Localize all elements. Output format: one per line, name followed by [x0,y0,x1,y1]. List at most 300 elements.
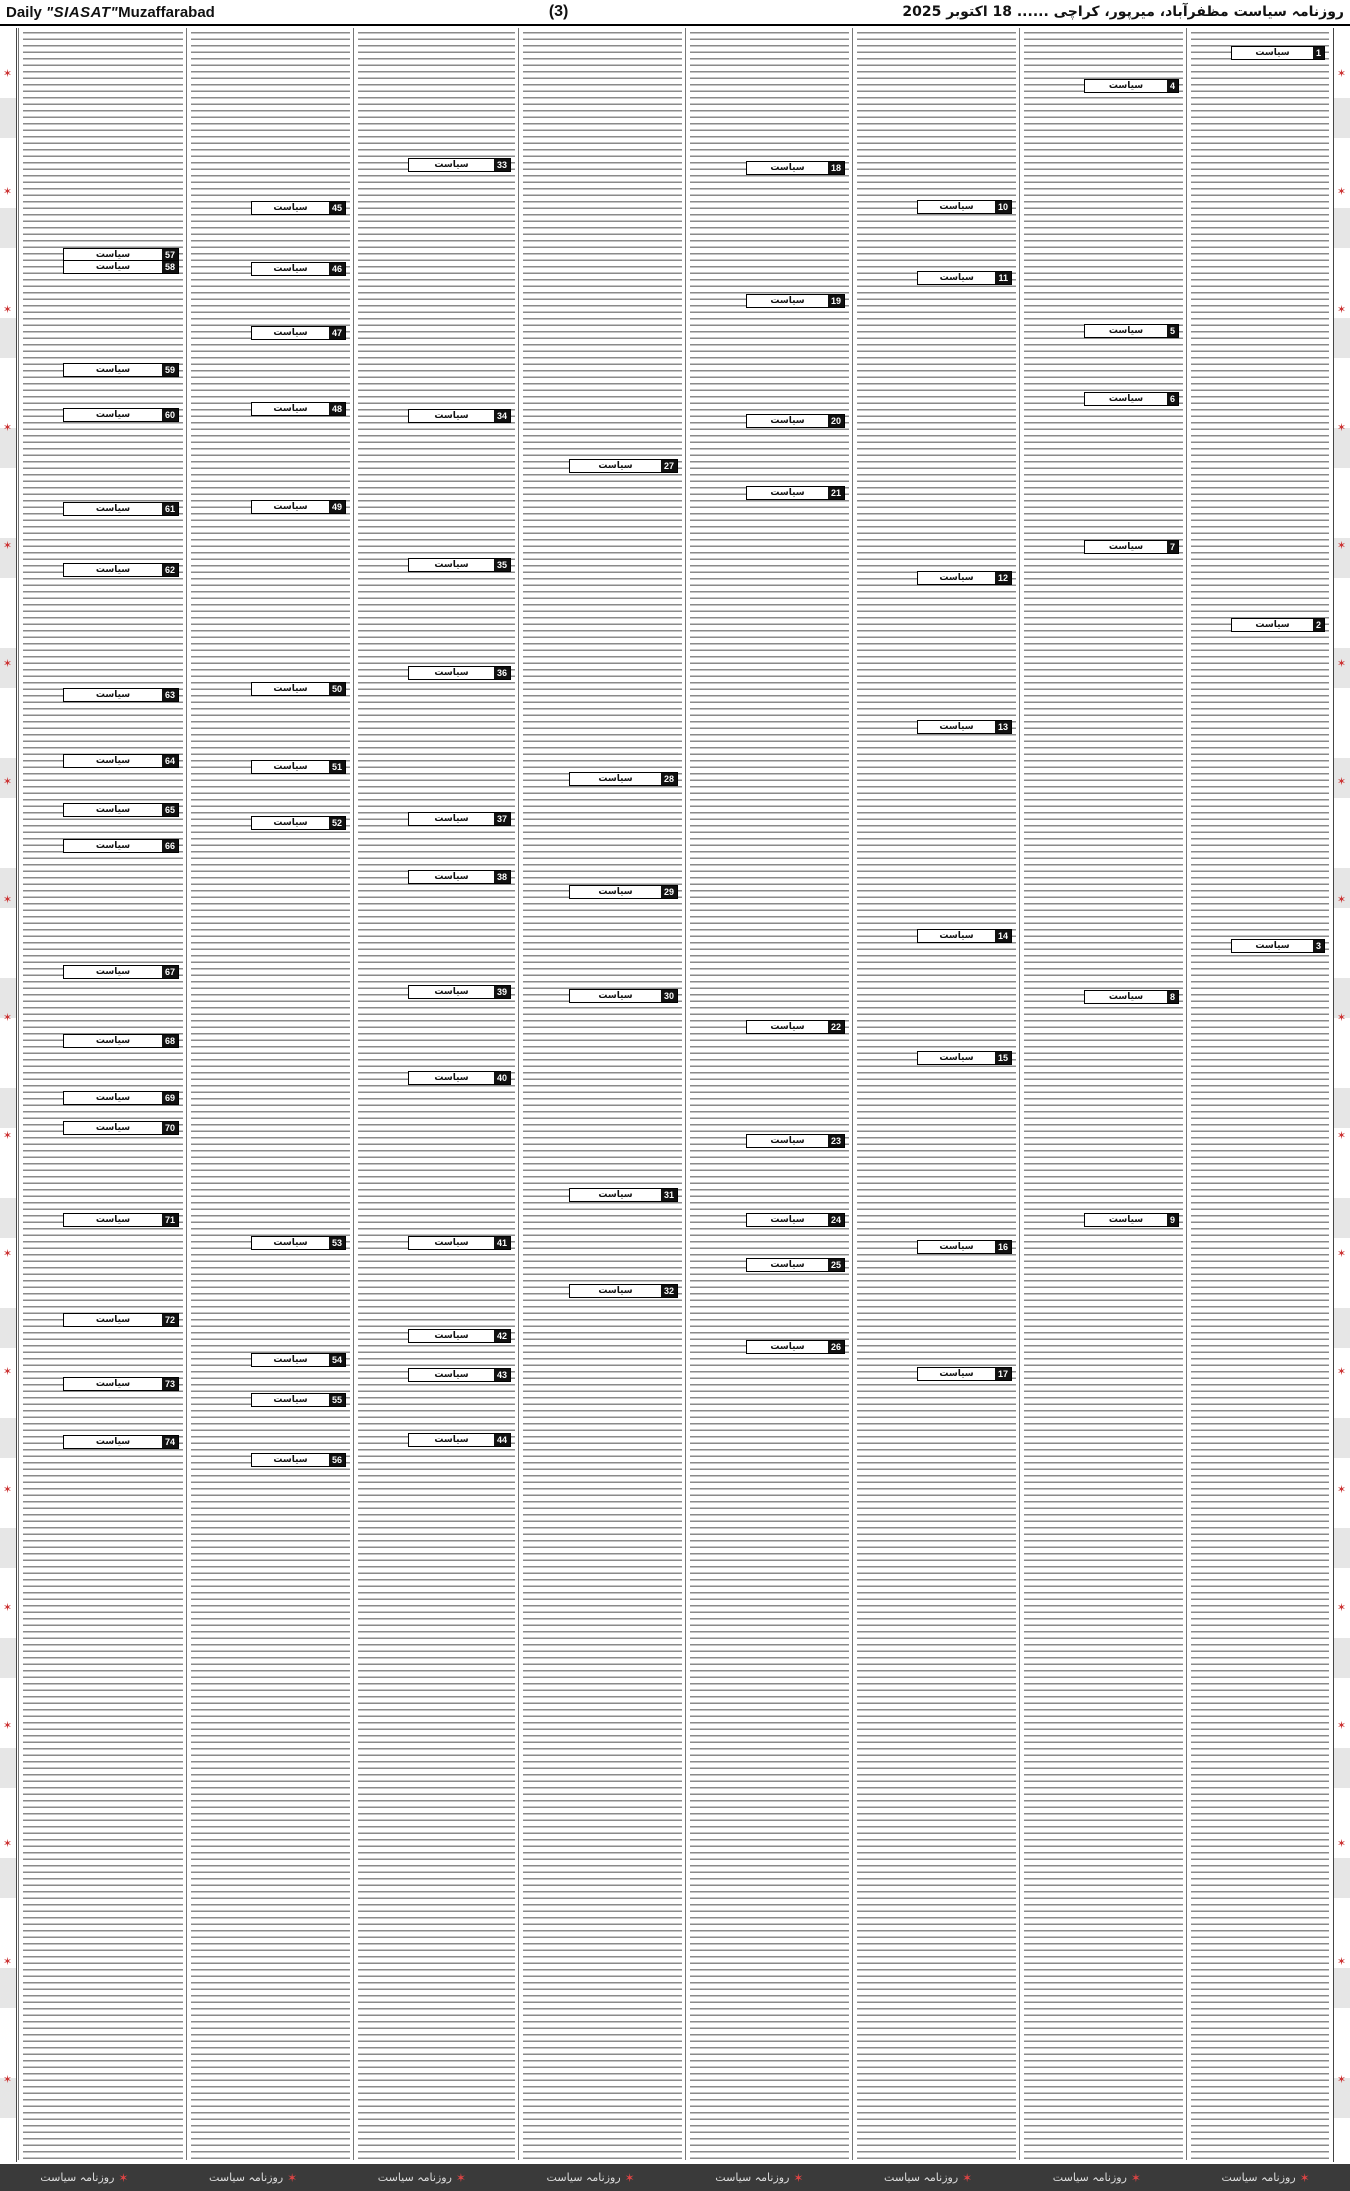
footer-brand-text: روزنامہ سیاست [40,2171,115,2184]
ad-number-badge: 59 [162,364,178,376]
footer-brand-cell [1222,2171,1310,2185]
ad-header-title: سیاست [939,1242,974,1252]
classified-ad-header [408,1236,511,1250]
ad-header-title: سیاست [434,1331,469,1341]
ad-number-badge: 15 [995,1052,1011,1064]
classified-ad-header [746,414,845,428]
classified-ad-header [746,1134,845,1148]
classified-ad-header [746,486,845,500]
classified-ad-header [63,363,179,377]
star-ornament-icon: ✶ [118,2170,129,2185]
star-ornament-icon: ✶ [1299,2170,1310,2185]
star-ornament-icon: ✶ [2,185,13,198]
ad-header-title: سیاست [770,1342,805,1352]
ad-number-badge: 16 [995,1241,1011,1253]
ad-number-badge: 68 [162,1035,178,1047]
ad-header-title: سیاست [939,573,974,583]
ad-number-badge: 46 [329,263,345,275]
ad-header-title: سیاست [434,160,469,170]
ad-header-title: سیاست [95,1315,131,1325]
classified-ad-header [569,885,678,899]
classified-ad-header [251,1353,346,1367]
classified-ad-header [746,161,845,175]
column-8 [1186,28,1333,2160]
classified-ad-header [408,158,511,172]
ad-number-badge: 40 [494,1072,510,1084]
ad-header-title: سیاست [95,565,131,575]
star-ornament-icon: ✶ [2,67,13,80]
page-number: (3) [548,3,569,20]
ad-number-badge: 60 [162,409,178,421]
star-ornament-icon: ✶ [1336,1955,1347,1968]
right-border-strip [1333,28,1350,2162]
ad-header-title: سیاست [95,756,131,766]
classified-ad-header [251,500,346,514]
ad-number-badge: 39 [494,986,510,998]
ad-number-badge: 11 [995,272,1011,284]
star-ornament-icon: ✶ [1336,1011,1347,1024]
column-text-lines [1024,32,1183,2160]
star-ornament-icon: ✶ [2,303,13,316]
star-ornament-icon: ✶ [1336,67,1347,80]
star-ornament-icon: ✶ [287,2170,298,2185]
ad-header-title: سیاست [1108,394,1144,404]
ad-number-badge: 5 [1167,325,1178,337]
classified-ad-header [569,1188,678,1202]
ad-number-badge: 62 [162,564,178,576]
star-ornament-icon: ✶ [1336,1837,1347,1850]
classified-ad-header [63,1435,179,1449]
ad-header-title: سیاست [598,461,633,471]
masthead-daily: Daily [6,3,42,21]
star-ornament-icon: ✶ [962,2170,973,2185]
ad-number-badge: 56 [329,1454,345,1466]
ad-header-title: سیاست [95,690,131,700]
ad-header-title: سیاست [434,668,469,678]
classified-ad-header [1084,392,1179,406]
ad-number-badge: 9 [1167,1214,1178,1226]
classified-ad-header [1231,618,1325,632]
footer-brand-cell [715,2171,803,2185]
classified-ad-header [917,271,1012,285]
classified-ad-header [408,1433,511,1447]
ad-number-badge: 63 [162,689,178,701]
ad-header-title: سیاست [95,262,131,272]
ad-header-title: سیاست [434,1238,469,1248]
ad-header-title: سیاست [434,1435,469,1445]
ad-number-badge: 50 [329,683,345,695]
column-text-lines [358,32,515,2160]
star-ornament-icon: ✶ [2,1129,13,1142]
ad-header-title: سیاست [95,1123,131,1133]
column-text-lines [191,32,350,2160]
classified-ad-header [569,1284,678,1298]
ad-header-title: سیاست [95,1215,131,1225]
classified-ad-header [408,666,511,680]
classified-ad-header [408,985,511,999]
masthead [0,0,1350,26]
ad-number-badge: 73 [162,1378,178,1390]
ad-header-title: سیاست [598,774,633,784]
ad-number-badge: 44 [494,1434,510,1446]
star-ornament-icon: ✶ [1130,2170,1141,2185]
ad-number-badge: 57 [162,249,178,261]
star-ornament-icon: ✶ [1336,303,1347,316]
classified-ad-header [251,326,346,340]
classified-ad-header [251,760,346,774]
ad-header-title: سیاست [770,1022,805,1032]
column-7 [1019,28,1187,2160]
ad-header-title: سیاست [434,411,469,421]
ad-header-title: سیاست [434,1370,469,1380]
ad-header-title: سیاست [434,560,469,570]
ad-number-badge: 14 [995,930,1011,942]
classified-ad-header [746,1213,845,1227]
star-ornament-icon: ✶ [2,1365,13,1378]
ad-number-badge: 4 [1167,80,1178,92]
classified-ad-header [1084,990,1179,1004]
ad-header-title: سیاست [95,1036,131,1046]
ad-header-title: سیاست [434,987,469,997]
footer-brand-text: روزنامہ سیاست [209,2171,284,2184]
ad-number-badge: 30 [661,990,677,1002]
ad-header-title: سیاست [939,722,974,732]
ad-header-title: سیاست [95,365,131,375]
ad-number-badge: 72 [162,1314,178,1326]
ad-number-badge: 33 [494,159,510,171]
classified-ad-header [408,1329,511,1343]
star-ornament-icon: ✶ [1336,539,1347,552]
ad-header-title: سیاست [939,273,974,283]
ad-number-badge: 43 [494,1369,510,1381]
ad-header-title: سیاست [273,684,308,694]
ad-number-badge: 58 [162,261,178,273]
footer-brand-cell [209,2171,297,2185]
column-3 [353,28,519,2160]
ad-number-badge: 55 [329,1394,345,1406]
classified-ad-header [917,929,1012,943]
ad-number-badge: 6 [1167,393,1178,405]
classified-ad-header [1231,46,1325,60]
footer-brand-text: روزنامہ سیاست [715,2171,790,2184]
column-text-lines [523,32,682,2160]
star-ornament-icon: ✶ [1336,1719,1347,1732]
footer-brand-text: روزنامہ سیاست [884,2171,959,2184]
ad-header-title: سیاست [1108,992,1144,1002]
ad-number-badge: 22 [828,1021,844,1033]
ad-header-title: سیاست [1255,620,1290,630]
footer-brand-cell [378,2171,466,2185]
ad-header-title: سیاست [770,416,805,426]
ad-number-badge: 25 [828,1259,844,1271]
classified-ad-header [569,989,678,1003]
classified-ad-header [917,200,1012,214]
star-ornament-icon: ✶ [1336,775,1347,788]
ad-header-title: سیاست [1108,81,1144,91]
classified-ad-header [746,1020,845,1034]
ad-number-badge: 45 [329,202,345,214]
ad-number-badge: 24 [828,1214,844,1226]
ad-number-badge: 12 [995,572,1011,584]
star-ornament-icon: ✶ [2,1719,13,1732]
ad-header-title: سیاست [95,250,131,260]
ad-number-badge: 36 [494,667,510,679]
classified-ad-header [1084,79,1179,93]
classified-ad-header [1231,939,1325,953]
ad-number-badge: 35 [494,559,510,571]
classified-ad-header [746,1258,845,1272]
ad-number-badge: 66 [162,840,178,852]
ad-number-badge: 23 [828,1135,844,1147]
classified-ad-header [251,201,346,215]
ad-header-title: سیاست [273,203,308,213]
column-2 [186,28,354,2160]
ad-header-title: سیاست [273,1395,308,1405]
ad-number-badge: 7 [1167,541,1178,553]
ad-header-title: سیاست [434,872,469,882]
ad-number-badge: 47 [329,327,345,339]
ad-number-badge: 28 [661,773,677,785]
star-ornament-icon: ✶ [2,1955,13,1968]
star-ornament-icon: ✶ [1336,657,1347,670]
classified-ad-header [251,1453,346,1467]
footer-brand-text: روزنامہ سیاست [377,2171,452,2184]
classified-ad-header [1084,540,1179,554]
classified-ad-header [63,1121,179,1135]
ad-number-badge: 26 [828,1341,844,1353]
ad-header-title: سیاست [770,296,805,306]
ad-number-badge: 69 [162,1092,178,1104]
star-ornament-icon: ✶ [2,2073,13,2086]
classified-ad-header [251,402,346,416]
star-ornament-icon: ✶ [2,657,13,670]
ad-header-title: سیاست [273,1455,308,1465]
footer-brand-text: روزنامہ سیاست [546,2171,621,2184]
ad-number-badge: 17 [995,1368,1011,1380]
classified-ad-header [63,1213,179,1227]
column-text-lines [1191,32,1329,2160]
ad-header-title: سیاست [939,1053,974,1063]
classified-ad-header [63,839,179,853]
star-ornament-icon: ✶ [1336,893,1347,906]
ad-header-title: سیاست [95,841,131,851]
ad-number-badge: 67 [162,966,178,978]
classified-ad-header [63,803,179,817]
star-ornament-icon: ✶ [1336,185,1347,198]
star-ornament-icon: ✶ [2,1483,13,1496]
ad-number-badge: 8 [1167,991,1178,1003]
ad-header-title: سیاست [770,1215,805,1225]
ad-number-badge: 64 [162,755,178,767]
classified-ad-header [408,870,511,884]
classified-columns [18,28,1332,2160]
ad-number-badge: 19 [828,295,844,307]
star-ornament-icon: ✶ [1336,1247,1347,1260]
ad-number-badge: 42 [494,1330,510,1342]
masthead-english-title [6,4,215,21]
classified-ad-header [408,1368,511,1382]
ad-header-title: سیاست [273,328,308,338]
ad-header-title: سیاست [1108,1215,1144,1225]
footer-brand-cell [884,2171,972,2185]
star-ornament-icon: ✶ [2,1601,13,1614]
ad-header-title: سیاست [1255,48,1290,58]
ad-header-title: سیاست [939,1369,974,1379]
ad-number-badge: 37 [494,813,510,825]
classified-ad-header [408,558,511,572]
ad-header-title: سیاست [939,931,974,941]
footer-brand-cell [40,2171,128,2185]
ad-header-title: سیاست [273,264,308,274]
ad-header-title: سیاست [1108,326,1144,336]
ad-number-badge: 32 [661,1285,677,1297]
ad-number-badge: 74 [162,1436,178,1448]
classified-ad-header [569,459,678,473]
ad-header-title: سیاست [598,887,633,897]
classified-ad-header [1084,324,1179,338]
ad-header-title: سیاست [273,1238,308,1248]
ad-header-title: سیاست [273,762,308,772]
classified-ad-header [746,1340,845,1354]
ad-number-badge: 53 [329,1237,345,1249]
star-ornament-icon: ✶ [1336,421,1347,434]
classified-ad-header [63,1377,179,1391]
classified-ad-header [251,816,346,830]
masthead-brand: "SIASAT" [46,3,119,21]
classified-ad-header [251,682,346,696]
ad-number-badge: 34 [494,410,510,422]
classified-ad-header [63,754,179,768]
star-ornament-icon: ✶ [1336,1483,1347,1496]
footer-brand-cell [1053,2171,1141,2185]
star-ornament-icon: ✶ [2,775,13,788]
ad-header-title: سیاست [598,991,633,1001]
classified-ad-header [917,1240,1012,1254]
ad-number-badge: 65 [162,804,178,816]
ad-header-title: سیاست [95,1379,131,1389]
ad-number-badge: 13 [995,721,1011,733]
classified-ad-header [408,1071,511,1085]
ad-header-title: سیاست [770,1260,805,1270]
ad-header-title: سیاست [95,410,131,420]
left-border-strip [0,28,17,2162]
footer-brand-text: روزنامہ سیاست [1052,2171,1127,2184]
classified-ad-header [917,1367,1012,1381]
star-ornament-icon: ✶ [2,539,13,552]
classified-ad-header [746,294,845,308]
ad-header-title: سیاست [598,1286,633,1296]
ad-number-badge: 49 [329,501,345,513]
ad-number-badge: 29 [661,886,677,898]
ad-header-title: سیاست [95,1093,131,1103]
ad-header-title: سیاست [598,1190,633,1200]
ad-header-title: سیاست [95,504,131,514]
classified-ad-header [63,502,179,516]
classified-ad-header [408,812,511,826]
classified-ad-header [917,720,1012,734]
ad-number-badge: 2 [1313,619,1324,631]
classified-ad-header [251,1236,346,1250]
ad-number-badge: 71 [162,1214,178,1226]
star-ornament-icon: ✶ [1336,1365,1347,1378]
classified-ad-header [251,262,346,276]
ad-number-badge: 61 [162,503,178,515]
column-text-lines [690,32,849,2160]
ad-header-title: سیاست [95,967,131,977]
ad-header-title: سیاست [939,202,974,212]
star-ornament-icon: ✶ [1336,1601,1347,1614]
star-ornament-icon: ✶ [1336,1129,1347,1142]
star-ornament-icon: ✶ [2,893,13,906]
star-ornament-icon: ✶ [2,421,13,434]
ad-number-badge: 38 [494,871,510,883]
star-ornament-icon: ✶ [793,2170,804,2185]
classified-ad-header [917,1051,1012,1065]
star-ornament-icon: ✶ [455,2170,466,2185]
classified-ad-header [63,408,179,422]
star-ornament-icon: ✶ [1336,2073,1347,2086]
footer-brand-text: روزنامہ سیاست [1221,2171,1296,2184]
classified-ad-header [251,1393,346,1407]
classified-ad-header [63,1091,179,1105]
ad-header-title: سیاست [273,502,308,512]
ad-number-badge: 21 [828,487,844,499]
star-ornament-icon: ✶ [2,1011,13,1024]
ad-header-title: سیاست [770,1136,805,1146]
ad-header-title: سیاست [273,1355,308,1365]
ad-header-title: سیاست [95,1437,131,1447]
ad-header-title: سیاست [273,818,308,828]
column-4 [518,28,686,2160]
classified-ad-header [63,1313,179,1327]
classified-ad-header [63,563,179,577]
classified-ad-header [63,1034,179,1048]
classified-ad-header [63,260,179,274]
ad-number-badge: 54 [329,1354,345,1366]
ad-number-badge: 27 [661,460,677,472]
ad-header-title: سیاست [1108,542,1144,552]
classified-ad-header [1084,1213,1179,1227]
ad-number-badge: 48 [329,403,345,415]
ad-number-badge: 31 [661,1189,677,1201]
ad-number-badge: 70 [162,1122,178,1134]
star-ornament-icon: ✶ [2,1837,13,1850]
ad-number-badge: 3 [1313,940,1324,952]
classified-ad-header [917,571,1012,585]
ad-number-badge: 52 [329,817,345,829]
ad-header-title: سیاست [770,163,805,173]
column-text-lines [857,32,1016,2160]
ad-number-badge: 10 [995,201,1011,213]
ad-number-badge: 41 [494,1237,510,1249]
masthead-city: Muzaffarabad [118,3,215,21]
footer-strip [0,2164,1350,2191]
ad-header-title: سیاست [770,488,805,498]
ad-number-badge: 51 [329,761,345,773]
ad-header-title: سیاست [434,814,469,824]
footer-brand-cell [547,2171,635,2185]
column-6 [852,28,1020,2160]
ad-header-title: سیاست [273,404,308,414]
ad-number-badge: 20 [828,415,844,427]
masthead-urdu-title: روزنامہ سیاست مظفرآباد، میرپور، کراچی ...... 18 اکتوبر 2025 [902,4,1344,20]
classified-ad-header [63,688,179,702]
ad-number-badge: 1 [1313,47,1324,59]
ad-number-badge: 18 [828,162,844,174]
ad-header-title: سیاست [95,805,131,815]
classified-ad-header [569,772,678,786]
classified-ad-header [408,409,511,423]
